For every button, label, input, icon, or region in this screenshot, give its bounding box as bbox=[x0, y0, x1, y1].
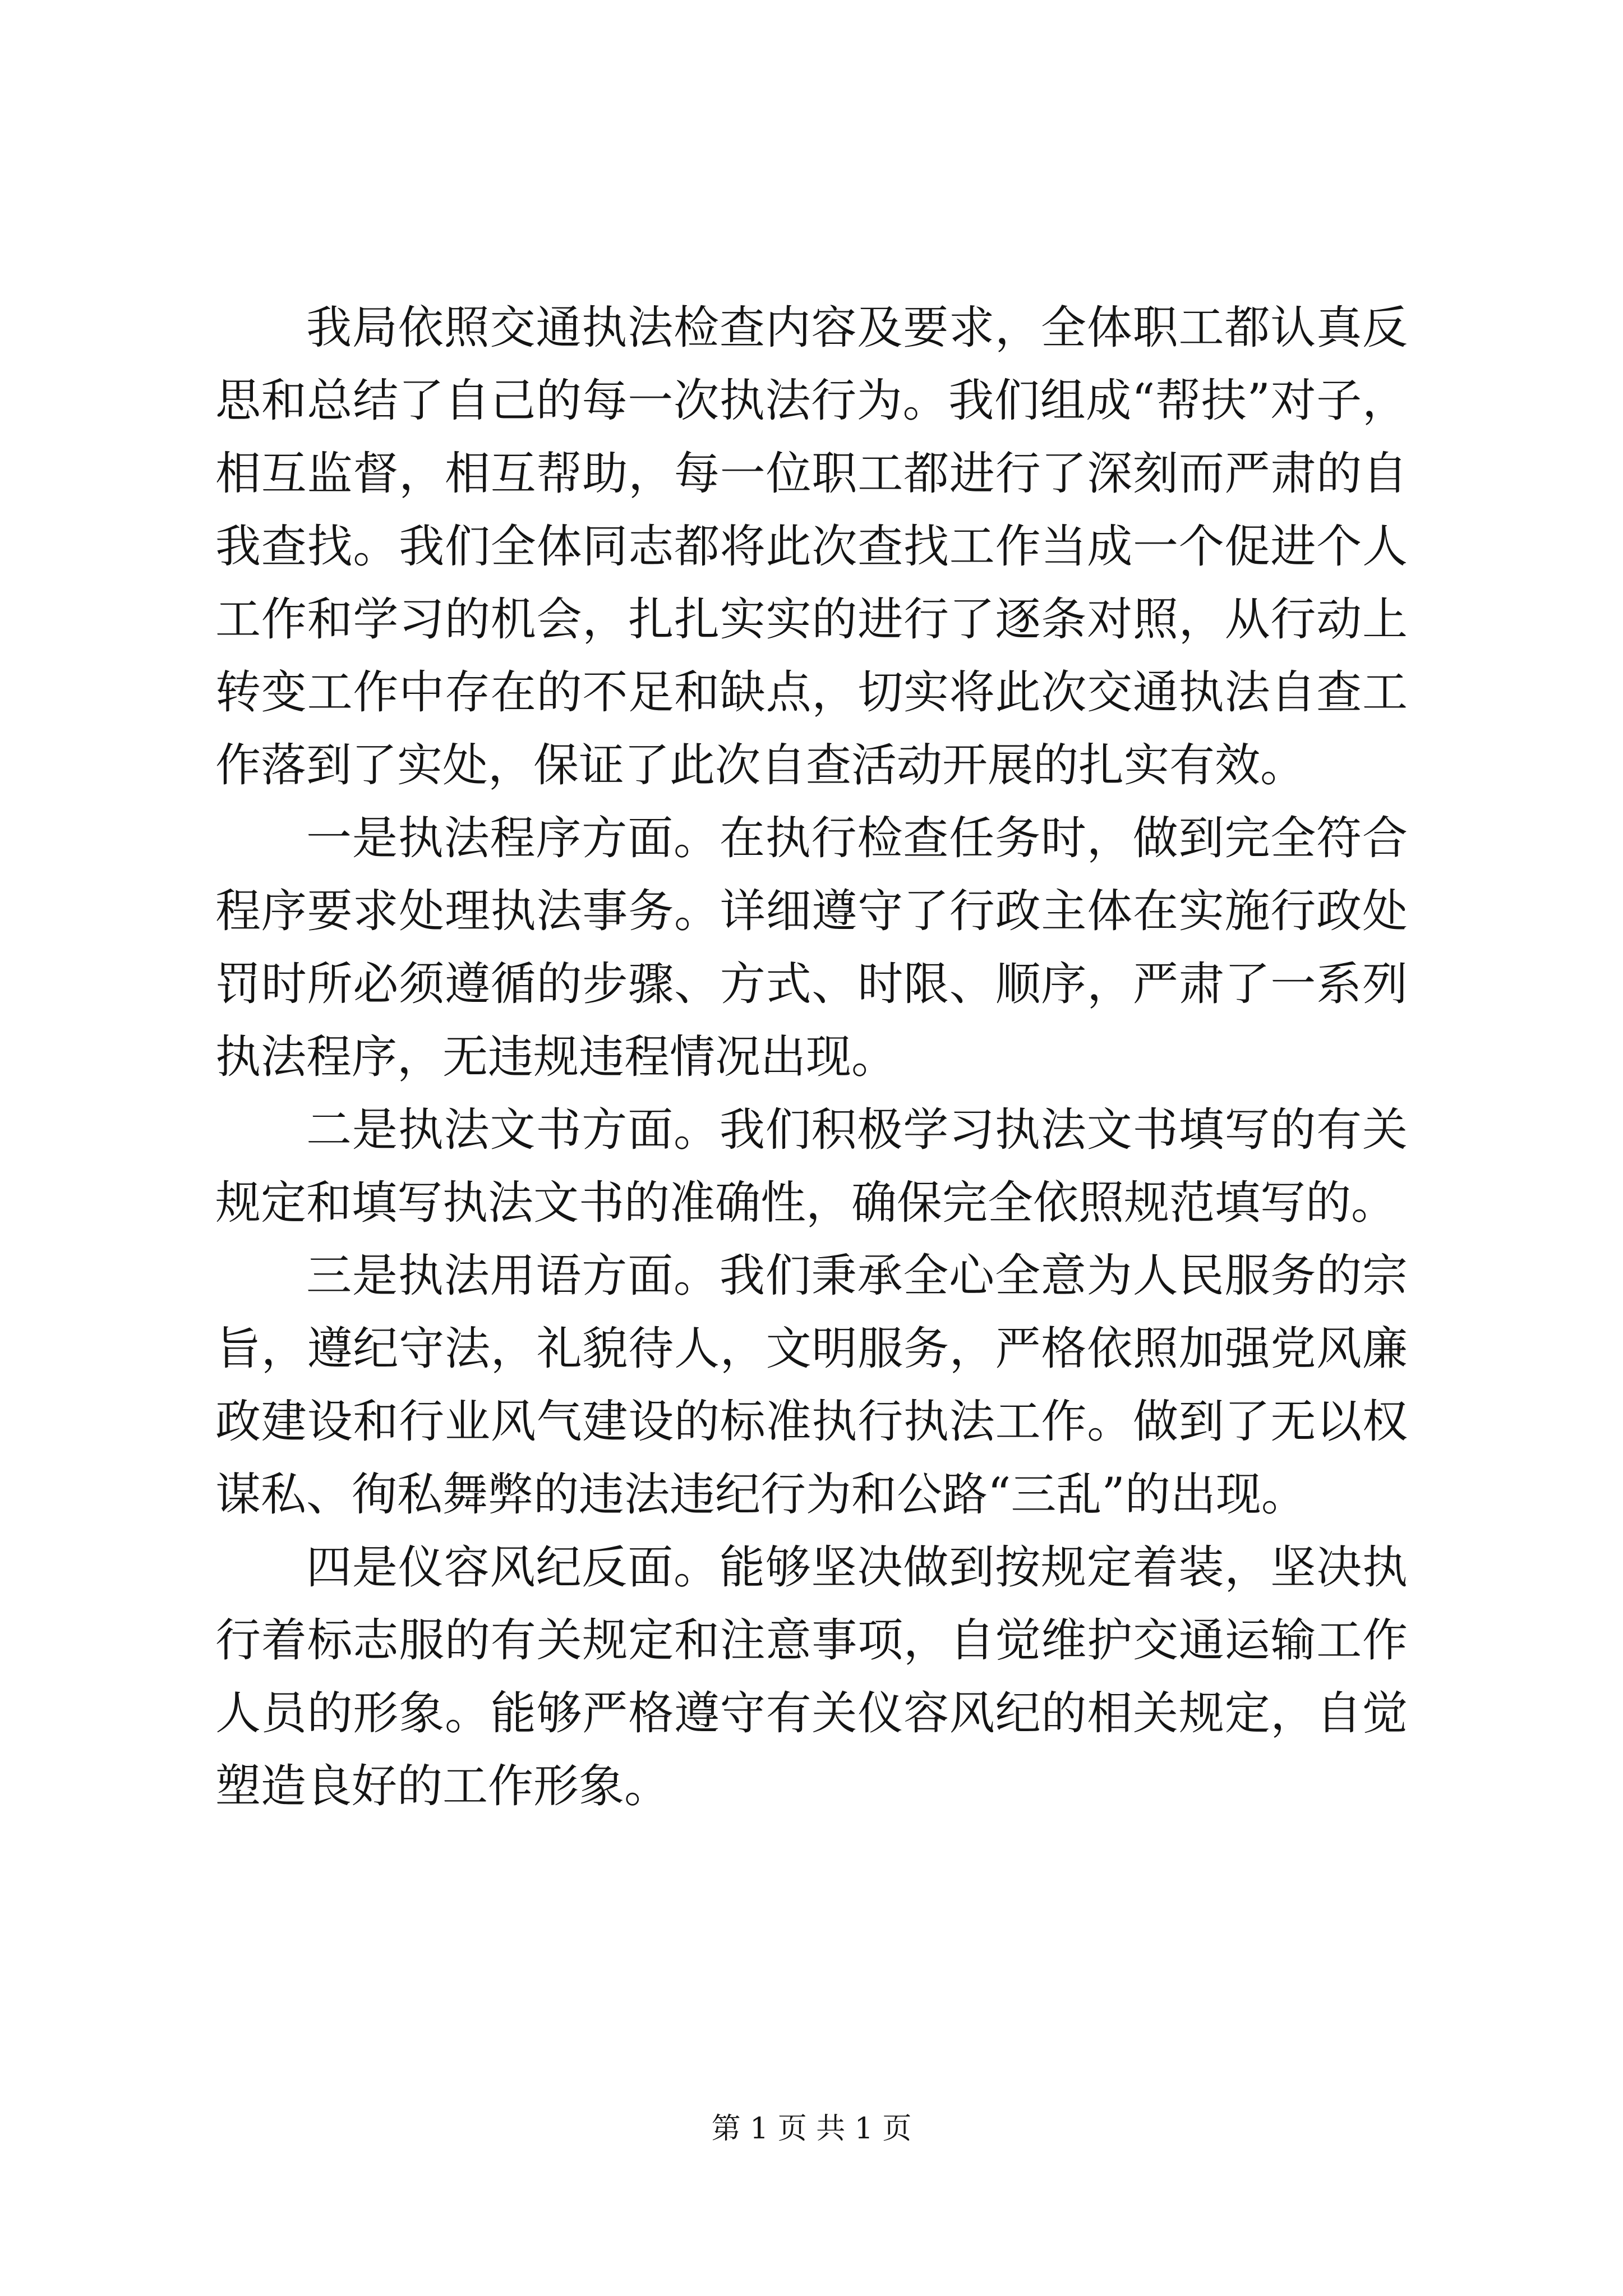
paragraph-procedure: 一是执法程序方面。在执行检查任务时，做到完全符合程序要求处理执法事务。详细遵守了行政主体在实施行政处罚时所必须遵循的步骤、方式、时限、顺序，严肃了一系列执法程序，无违规违程情况出现。 bbox=[215, 812, 1408, 1084]
document-body bbox=[215, 292, 1408, 1823]
page-number-footer: 第 1 页 共 1 页 bbox=[711, 2112, 912, 2146]
paragraph-documents: 二是执法文书方面。我们积极学习执法文书填写的有关规定和填写执法文书的准确性，确保完全依照规范填写的。 bbox=[215, 1104, 1408, 1230]
paragraph-appearance: 四是仪容风纪反面。能够坚决做到按规定着装，坚决执行着标志服的有关规定和注意事项，自觉维护交通运输工作人员的形象。能够严格遵守有关仪容风纪的相关规定，自觉塑造良好的工作形象。 bbox=[215, 1542, 1408, 1813]
paragraph-language: 三是执法用语方面。我们秉承全心全意为人民服务的宗旨，遵纪守法，礼貌待人，文明服务，严格依照加强党风廉政建设和行业风气建设的标准执行执法工作。做到了无以权谋私、徇私舞弊的违法违纪行为和公路“三乱”的出现。 bbox=[215, 1250, 1408, 1521]
paragraph-intro: 我局依照交通执法检查内容及要求，全体职工都认真反思和总结了自己的每一次执法行为。我们组成“帮扶”对子，相互监督，相互帮助，每一位职工都进行了深刻而严肃的自我查找。我们全体同志都将此次查找工作当成一个促进个人工作和学习的机会，扎扎实实的进行了逐条对照，从行动上转变工作中存在的不足和缺点，切实将此次交通执法自查工作落到了实处，保证了此次自查活动开展的扎实有效。 bbox=[215, 302, 1408, 792]
